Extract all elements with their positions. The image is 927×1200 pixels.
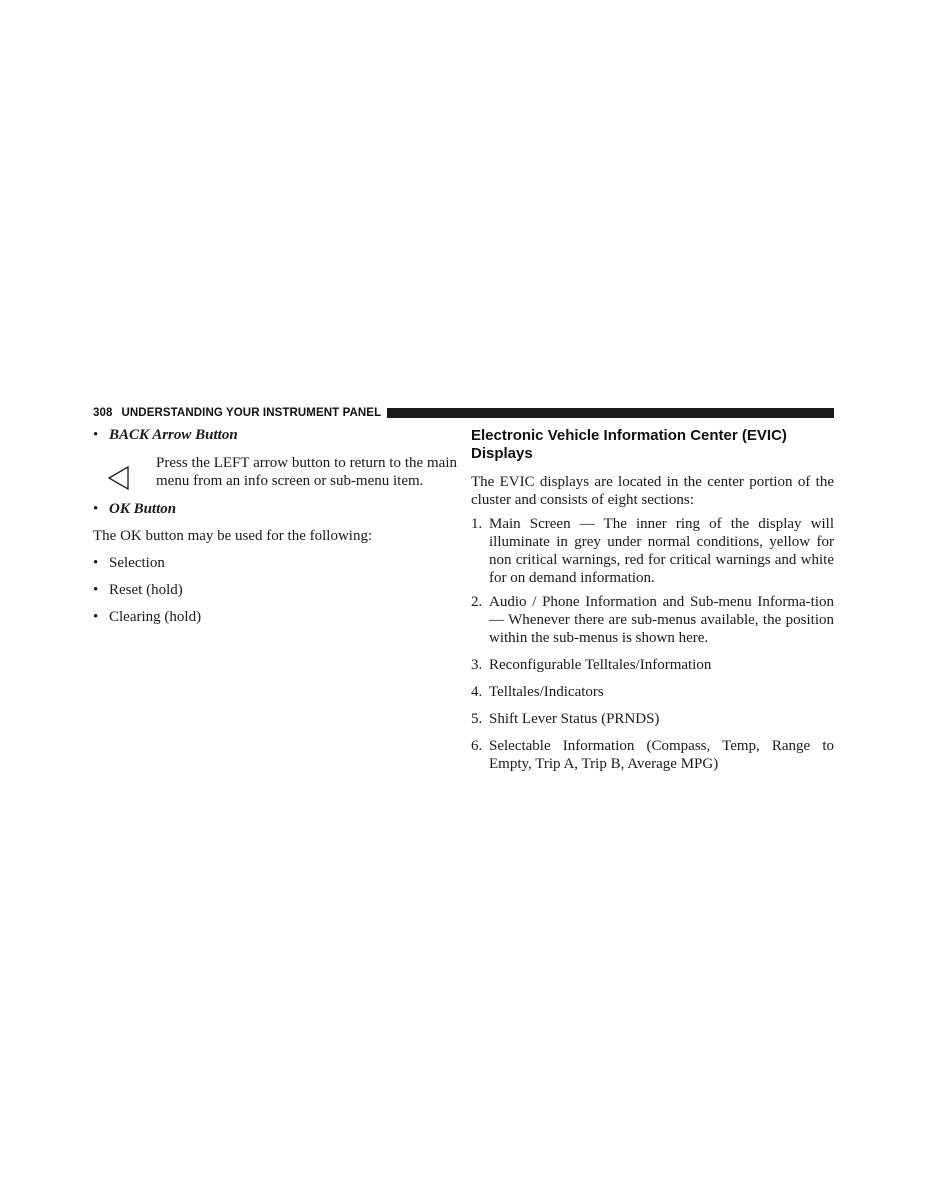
list-item (471, 683, 834, 701)
list-item-number: 4. (471, 684, 483, 700)
ok-button-label: OK Button (109, 501, 177, 517)
back-button-label: BACK Arrow Button (109, 427, 238, 443)
page-header (93, 406, 834, 420)
left-column (93, 426, 457, 626)
bullet-dot: • (93, 609, 99, 625)
ok-use-item (93, 581, 457, 599)
ok-button-bullet (93, 500, 457, 518)
list-item (471, 593, 834, 647)
list-item-number: 6. (471, 738, 483, 754)
ok-use-item (93, 608, 457, 626)
list-item-text: Audio / Phone Information and Sub-menu Informa-tion — Whenever there are sub-menus available, the position within the sub-menus is shown here. (489, 594, 834, 646)
ok-use-item (93, 554, 457, 572)
list-item-text: Reconfigurable Telltales/Information (489, 657, 712, 673)
list-item (471, 515, 834, 587)
back-button-bullet (93, 426, 457, 444)
list-item (471, 737, 834, 773)
bullet-dot: • (93, 582, 99, 598)
section-heading: Electronic Vehicle Information Center (EVIC) Displays (471, 427, 787, 462)
header-rule (387, 408, 834, 418)
list-item-number: 5. (471, 711, 483, 727)
ok-button-intro: The OK button may be used for the following: (93, 528, 373, 544)
back-button-description: Press the LEFT arrow button to return to the main menu from an info screen or sub-menu item. (156, 455, 457, 489)
list-item (471, 710, 834, 728)
list-item-text: Telltales/Indicators (489, 684, 604, 700)
bullet-dot: • (93, 427, 99, 443)
section-intro: The EVIC displays are located in the center portion of the cluster and consists of eight sections: (471, 474, 834, 508)
list-item-number: 3. (471, 657, 483, 673)
ok-use-text: Selection (109, 555, 165, 571)
list-item-text: Shift Lever Status (PRNDS) (489, 711, 660, 727)
list-item-number: 1. (471, 516, 483, 532)
ok-use-text: Reset (hold) (109, 582, 183, 598)
back-button-description-block (93, 454, 457, 490)
page-number: 308 (93, 407, 113, 419)
ok-use-text: Clearing (hold) (109, 609, 202, 625)
right-column (471, 426, 834, 773)
bullet-dot: • (93, 501, 99, 517)
list-item (471, 656, 834, 674)
section-title: UNDERSTANDING YOUR INSTRUMENT PANEL (121, 407, 382, 419)
bullet-dot: • (93, 555, 99, 571)
list-item-text: Selectable Information (Compass, Temp, Range to Empty, Trip A, Trip B, Average MPG) (489, 738, 834, 772)
list-item-text: Main Screen — The inner ring of the display will illuminate in grey under normal conditions, yellow for non critical warnings, red for critical warnings and white for on demand information. (489, 516, 834, 586)
left-arrow-triangle-icon (107, 465, 131, 491)
list-item-number: 2. (471, 594, 483, 610)
